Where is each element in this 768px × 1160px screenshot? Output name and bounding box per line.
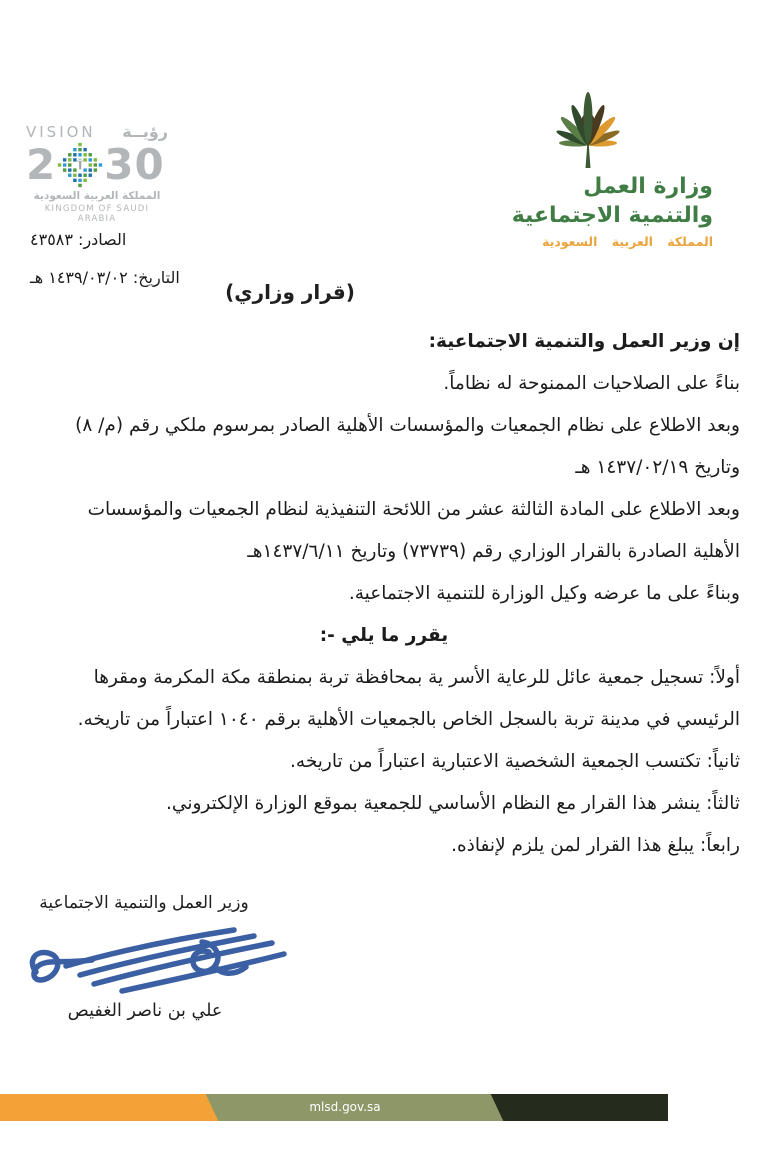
- issue-date: التاريخ: ١٤٣٩/٠٣/٠٢ هـ: [30, 268, 180, 287]
- body-line: ثالثاً: ينشر هذا القرار مع النظام الأساسي للجمعية بموقع الوزارة الإلكتروني.: [166, 793, 740, 814]
- vision-ar-text: رؤيــة: [122, 122, 168, 141]
- document-meta: [30, 228, 180, 304]
- body-line: الرئيسي في مدينة تربة بالسجل الخاص بالجمعيات الأهلية برقم ١٠٤٠ اعتباراً من تاريخه.: [77, 709, 740, 730]
- footer-orange-segment: [0, 1094, 218, 1121]
- ministry-name-line1: وزارة العمل: [583, 174, 713, 199]
- ministry-logo: [481, 88, 713, 254]
- body-line: بناءً على الصلاحيات الممنوحة له نظاماً.: [443, 373, 740, 394]
- issue-number: الصادر: ٤٣٥٨٣: [30, 230, 127, 249]
- signatory-name: علي بن ناصر الغفيص: [67, 1001, 223, 1021]
- vision-year-left: 2: [26, 140, 57, 189]
- body-line: رابعاً: يبلغ هذا القرار لمن يلزم لإنفاذه.: [451, 835, 740, 856]
- body-line: إن وزير العمل والتنمية الاجتماعية:: [428, 331, 740, 352]
- ministry-name-line2: والتنمية الاجتماعية: [511, 203, 713, 228]
- vision-en-text: VISION: [26, 123, 96, 141]
- signature-scribble: [22, 912, 337, 1004]
- body-line: وبناءً على ما عرضه وكيل الوزارة للتنمية الاجتماعية.: [348, 583, 740, 604]
- footer-dark-cap: [640, 1094, 668, 1121]
- vision-year-right: 30: [104, 140, 165, 189]
- body-line: وتاريخ ١٤٣٧/٠٢/١٩ هـ: [575, 457, 740, 478]
- vision-2030-logo: [26, 122, 168, 224]
- vision-kingdom-ar: المملكة العربية السعودية: [33, 190, 161, 202]
- ministry-kingdom-line: المملكة العربية السعودية: [542, 234, 713, 249]
- vision-year: [26, 142, 168, 188]
- footer-website-url: mlsd.gov.sa: [309, 1100, 381, 1114]
- body-line: أولاً: تسجيل جمعية عائل للرعاية الأسر ية بمحافظة تربة بمنطقة مكة المكرمة ومقرها: [93, 667, 740, 688]
- document-title: (قرار وزاري): [225, 280, 355, 304]
- palm-tree-icon: [542, 88, 634, 168]
- signatory-title: وزير العمل والتنمية الاجتماعية: [39, 893, 249, 913]
- vision-2030-emblem-icon: [57, 142, 103, 188]
- body-line: وبعد الاطلاع على المادة الثالثة عشر من اللائحة التنفيذية لنظام الجمعيات والمؤسسات: [87, 499, 740, 520]
- decision-heading: يقرر ما يلي -:: [319, 625, 449, 646]
- footer-bar: [0, 1094, 668, 1121]
- vision-wordmark: [26, 122, 168, 141]
- body-line: وبعد الاطلاع على نظام الجمعيات والمؤسسات الأهلية الصادر بمرسوم ملكي رقم (م/ ٨): [75, 415, 740, 436]
- palm-wrap: [481, 88, 713, 172]
- vision-kingdom-en: KINGDOM OF SAUDI ARABIA: [44, 204, 150, 224]
- body-line: الأهلية الصادرة بالقرار الوزاري رقم (٧٣٧٣٩) وتاريخ ١٤٣٧/٦/١١هـ: [247, 541, 740, 562]
- document-body: [28, 321, 740, 867]
- body-line: ثانياً: تكتسب الجمعية الشخصية الاعتبارية اعتباراً من تاريخه.: [290, 751, 740, 772]
